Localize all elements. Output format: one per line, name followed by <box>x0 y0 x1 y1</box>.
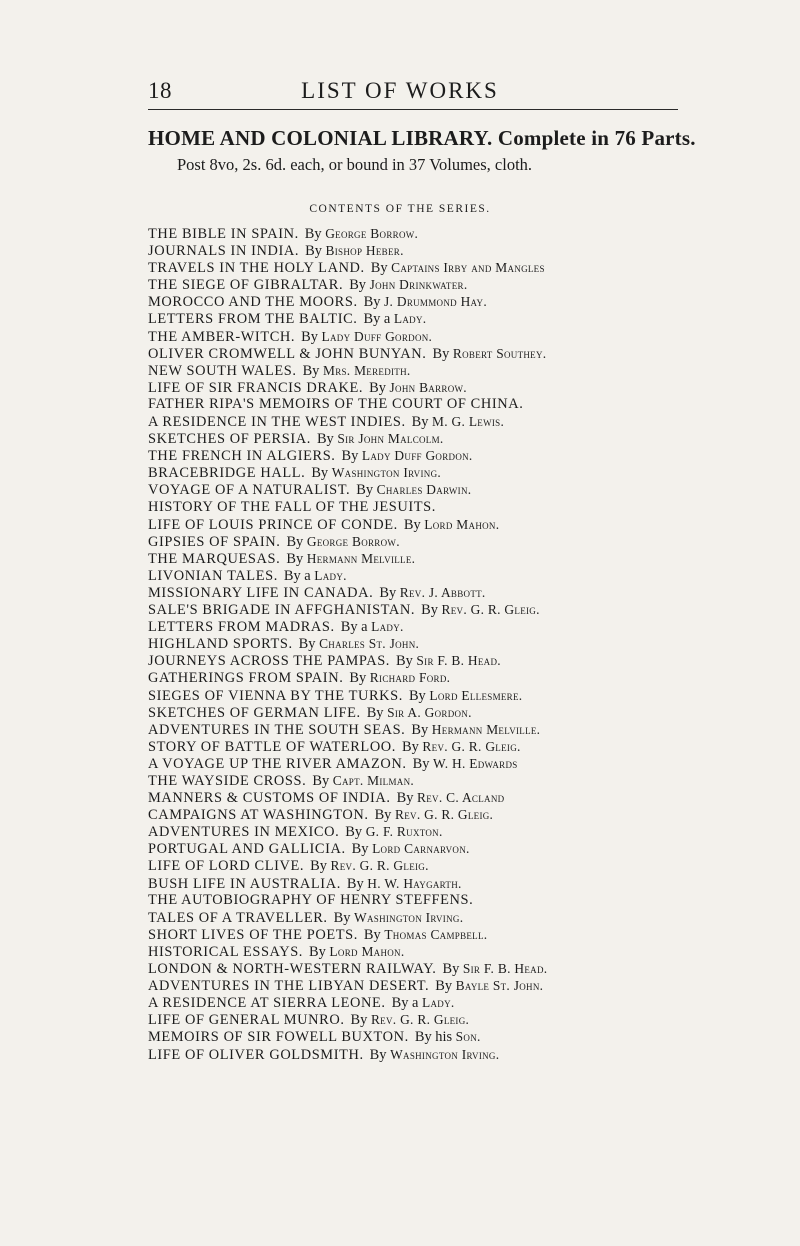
attribution-prefix: By <box>351 841 369 858</box>
attribution-prefix: By <box>333 909 351 926</box>
work-title: STORY OF BATTLE OF WATERLOO. <box>148 738 397 755</box>
list-item <box>148 362 718 379</box>
author-name: W. H. Edwards <box>433 755 518 771</box>
header-rule <box>148 109 678 110</box>
attribution-prefix: By <box>305 243 322 260</box>
work-title: A RESIDENCE AT SIERRA LEONE. <box>148 995 386 1012</box>
list-item <box>148 772 718 789</box>
attribution-prefix: By <box>374 807 392 824</box>
attribution-prefix: By <box>403 516 421 533</box>
work-title: MOROCCO AND THE MOORS. <box>148 294 358 311</box>
list-item <box>148 1028 718 1045</box>
library-title: HOME AND COLONIAL LIBRARY. Complete in 76 Parts. <box>148 126 696 150</box>
work-title: HIGHLAND SPORTS. <box>148 636 293 653</box>
author-name: Mrs. Meredith. <box>322 362 411 378</box>
author-name: Hermann Melville. <box>306 550 416 566</box>
attribution-prefix: By a <box>391 995 419 1012</box>
attribution-prefix: By <box>345 824 363 841</box>
attribution-prefix: By <box>411 414 429 431</box>
author-name: Robert Southey. <box>452 345 547 361</box>
list-item <box>148 601 718 618</box>
author-name: Washington Irving. <box>390 1046 500 1062</box>
attribution-prefix: By <box>363 294 381 311</box>
author-name: Rev. G. R. Gleig. <box>422 738 521 754</box>
attribution-prefix: By <box>408 687 426 704</box>
work-title: PORTUGAL AND GALLICIA. <box>148 841 346 858</box>
work-title: THE AMBER-WITCH. <box>148 328 296 345</box>
contents-heading: CONTENTS OF THE SERIES. <box>309 203 491 215</box>
list-item <box>148 550 718 567</box>
author-name: Sir A. Gordon. <box>387 704 472 720</box>
work-title: THE SIEGE OF GIBRALTAR. <box>148 277 344 294</box>
author-name: John Barrow. <box>389 379 467 395</box>
attribution-prefix: By <box>411 721 429 738</box>
author-name: Lord Carnarvon. <box>372 841 470 857</box>
author-name: M. G. Lewis. <box>432 414 505 430</box>
attribution-prefix: By <box>316 431 334 448</box>
work-title: SALE'S BRIGADE IN AFFGHANISTAN. <box>148 602 416 619</box>
author-name: Bayle St. John. <box>455 978 544 994</box>
author-name: George Borrow. <box>325 226 419 241</box>
author-name: Lady. <box>314 567 347 583</box>
author-name: Lady. <box>393 311 427 327</box>
attribution-prefix: By <box>412 755 430 772</box>
author-name: Washington Irving. <box>354 909 464 925</box>
list-item <box>148 276 718 293</box>
list-item <box>148 755 718 772</box>
list-item <box>148 943 718 960</box>
attribution-prefix: By <box>310 858 327 875</box>
work-title: FATHER RIPA'S MEMOIRS OF THE COURT OF CHINA. <box>148 395 524 412</box>
author-name: Lord Mahon. <box>424 516 500 532</box>
list-item <box>148 635 718 652</box>
list-item <box>148 738 718 755</box>
author-name: Charles St. John. <box>319 636 420 652</box>
author-name: Capt. Milman. <box>332 773 415 788</box>
list-item <box>148 857 718 874</box>
list-item <box>148 584 718 601</box>
author-name: Sir John Malcolm. <box>337 431 444 447</box>
author-name: Rev. G. R. Gleig. <box>330 858 429 874</box>
list-item <box>148 396 718 413</box>
work-title: SHORT LIVES OF THE POETS. <box>148 926 358 943</box>
work-title: SIEGES OF VIENNA BY THE TURKS. <box>148 687 403 704</box>
author-name: Son. <box>455 1029 481 1045</box>
list-item <box>148 618 718 635</box>
attribution-prefix: By <box>442 961 460 978</box>
work-title: ADVENTURES IN MEXICO. <box>148 824 340 841</box>
work-title: BUSH LIFE IN AUSTRALIA. <box>148 875 341 892</box>
attribution-prefix: By <box>349 277 366 294</box>
list-item <box>148 960 718 977</box>
work-title: SKETCHES OF PERSIA. <box>148 431 311 448</box>
list-item <box>148 310 718 327</box>
list-item <box>148 464 718 481</box>
list-item <box>148 447 718 464</box>
author-name: Charles Darwin. <box>376 482 472 498</box>
work-title: THE BIBLE IN SPAIN. <box>148 226 299 242</box>
list-item <box>148 840 718 857</box>
author-name: Sir F. B. Head. <box>416 653 501 669</box>
attribution-prefix: By <box>350 1012 368 1029</box>
work-title: A VOYAGE UP THE RIVER AMAZON. <box>148 755 407 772</box>
work-title: LIVONIAN TALES. <box>148 567 278 584</box>
attribution-prefix: By <box>346 875 364 892</box>
work-title: LIFE OF SIR FRANCIS DRAKE. <box>148 379 364 396</box>
attribution-prefix: By <box>286 533 304 550</box>
work-title: THE WAYSIDE CROSS. <box>148 773 307 789</box>
author-name: J. Drummond Hay. <box>384 294 487 310</box>
attribution-prefix: By a <box>283 567 311 584</box>
attribution-prefix: By <box>356 482 374 499</box>
author-name: Rev. C. Acland <box>417 790 505 806</box>
work-title: LETTERS FROM MADRAS. <box>148 619 335 636</box>
list-item <box>148 345 718 362</box>
list-item <box>148 977 718 994</box>
attribution-prefix: By <box>312 773 330 789</box>
author-name: George Borrow. <box>306 533 400 549</box>
attribution-prefix: By <box>366 704 384 721</box>
list-item <box>148 875 718 892</box>
work-title: CAMPAIGNS AT WASHINGTON. <box>148 807 369 824</box>
list-item <box>148 413 718 430</box>
author-name: H. W. Haygarth. <box>367 875 462 891</box>
work-title: GATHERINGS FROM SPAIN. <box>148 670 344 687</box>
author-name: Captains Irby and Mangles <box>391 260 545 276</box>
work-title: VOYAGE OF A NATURALIST. <box>148 482 351 499</box>
contents-list <box>148 225 718 1063</box>
attribution-prefix: By a <box>340 619 368 636</box>
attribution-prefix: By <box>286 550 304 567</box>
page-header <box>0 78 800 108</box>
list-item <box>148 669 718 686</box>
author-name: Rev. G. R. Gleig. <box>370 1012 470 1028</box>
attribution-prefix: By his <box>414 1029 453 1046</box>
list-item <box>148 1046 718 1063</box>
work-title: MISSIONARY LIFE IN CANADA. <box>148 584 374 601</box>
list-item <box>148 225 718 242</box>
author-name: John Drinkwater. <box>369 277 468 293</box>
work-title: MEMOIRS OF SIR FOWELL BUXTON. <box>148 1029 409 1046</box>
work-title: THE FRENCH IN ALGIERS. <box>148 448 336 465</box>
work-title: THE MARQUESAS. <box>148 550 281 567</box>
list-item <box>148 533 718 550</box>
list-item <box>148 1011 718 1028</box>
attribution-prefix: By a <box>363 311 391 328</box>
attribution-prefix: By <box>370 260 388 277</box>
attribution-prefix: By <box>402 738 419 755</box>
work-title: JOURNALS IN INDIA. <box>148 243 300 260</box>
attribution-prefix: By <box>302 362 320 379</box>
page-number: 18 <box>148 78 172 103</box>
list-item <box>148 293 718 310</box>
list-item <box>148 379 718 396</box>
list-item <box>148 892 718 909</box>
attribution-prefix: By <box>432 345 450 362</box>
author-name: Richard Ford. <box>369 670 451 686</box>
work-title: ADVENTURES IN THE LIBYAN DESERT. <box>148 978 430 995</box>
work-title: LETTERS FROM THE BALTIC. <box>148 311 358 328</box>
attribution-prefix: By <box>341 448 359 465</box>
work-title: TRAVELS IN THE HOLY LAND. <box>148 260 365 277</box>
work-title: NEW SOUTH WALES. <box>148 362 297 379</box>
list-item <box>148 430 718 447</box>
author-name: Rev. J. Abbott. <box>399 584 486 600</box>
work-title: TALES OF A TRAVELLER. <box>148 909 328 926</box>
attribution-prefix: By <box>379 584 397 601</box>
author-name: Sir F. B. Head. <box>462 961 548 977</box>
author-name: Lord Mahon. <box>329 943 405 959</box>
work-title: SKETCHES OF GERMAN LIFE. <box>148 704 361 721</box>
work-title: OLIVER CROMWELL & JOHN BUNYAN. <box>148 345 427 362</box>
attribution-prefix: By <box>363 926 381 943</box>
attribution-prefix: By <box>396 790 414 807</box>
work-title: BRACEBRIDGE HALL. <box>148 465 306 482</box>
work-title: ADVENTURES IN THE SOUTH SEAS. <box>148 721 406 738</box>
attribution-prefix: By <box>435 978 453 995</box>
work-title: GIPSIES OF SPAIN. <box>148 533 281 550</box>
list-item <box>148 516 718 533</box>
list-item <box>148 704 718 721</box>
list-item <box>148 328 718 345</box>
attribution-prefix: By <box>349 670 367 687</box>
work-title: LIFE OF LORD CLIVE. <box>148 858 305 875</box>
attribution-prefix: By <box>396 653 413 670</box>
list-item <box>148 994 718 1011</box>
attribution-prefix: By <box>369 1046 387 1063</box>
list-item <box>148 652 718 669</box>
author-name: Lady. <box>422 995 455 1011</box>
list-item <box>148 806 718 823</box>
attribution-prefix: By <box>301 328 318 345</box>
attribution-prefix: By <box>311 465 329 482</box>
author-name: Lord Ellesmere. <box>429 687 523 703</box>
list-item <box>148 687 718 704</box>
author-name: Thomas Campbell. <box>384 926 488 942</box>
author-name: G. F. Ruxton. <box>365 824 443 840</box>
author-name: Lady Duff Gordon. <box>361 448 473 464</box>
list-item <box>148 789 718 806</box>
attribution-prefix: By <box>298 636 316 653</box>
author-name: Lady Duff Gordon. <box>321 328 433 344</box>
work-title: JOURNEYS ACROSS THE PAMPAS. <box>148 653 391 670</box>
work-title: LIFE OF OLIVER GOLDSMITH. <box>148 1046 364 1063</box>
work-title: A RESIDENCE IN THE WEST INDIES. <box>148 414 406 431</box>
author-name: Hermann Melville. <box>431 721 541 737</box>
work-title: HISTORICAL ESSAYS. <box>148 943 304 960</box>
running-title: LIST OF WORKS <box>301 78 499 103</box>
work-title: LIFE OF GENERAL MUNRO. <box>148 1012 345 1029</box>
work-title: MANNERS & CUSTOMS OF INDIA. <box>148 790 391 807</box>
author-name: Rev. G. R. Gleig. <box>394 807 494 823</box>
author-name: Lady. <box>371 619 404 635</box>
work-title: LONDON & NORTH-WESTERN RAILWAY. <box>148 961 437 978</box>
work-title: LIFE OF LOUIS PRINCE OF CONDE. <box>148 516 398 533</box>
list-item <box>148 242 718 259</box>
list-item <box>148 481 718 498</box>
work-title: THE AUTOBIOGRAPHY OF HENRY STEFFENS. <box>148 891 474 908</box>
attribution-prefix: By <box>421 602 438 619</box>
list-item <box>148 259 718 276</box>
work-title: HISTORY OF THE FALL OF THE JESUITS. <box>148 498 436 515</box>
attribution-prefix: By <box>369 379 386 396</box>
author-name: Bishop Heber. <box>325 243 404 259</box>
list-item <box>148 567 718 584</box>
author-name: Rev. G. R. Gleig. <box>441 602 540 618</box>
list-item <box>148 499 718 516</box>
attribution-prefix: By <box>304 226 322 242</box>
list-item <box>148 926 718 943</box>
author-name: Washington Irving. <box>331 465 442 481</box>
attribution-prefix: By <box>309 943 326 960</box>
list-item <box>148 909 718 926</box>
library-subtitle: Post 8vo, 2s. 6d. each, or bound in 37 Volumes, cloth. <box>177 155 533 174</box>
list-item <box>148 823 718 840</box>
list-item <box>148 721 718 738</box>
